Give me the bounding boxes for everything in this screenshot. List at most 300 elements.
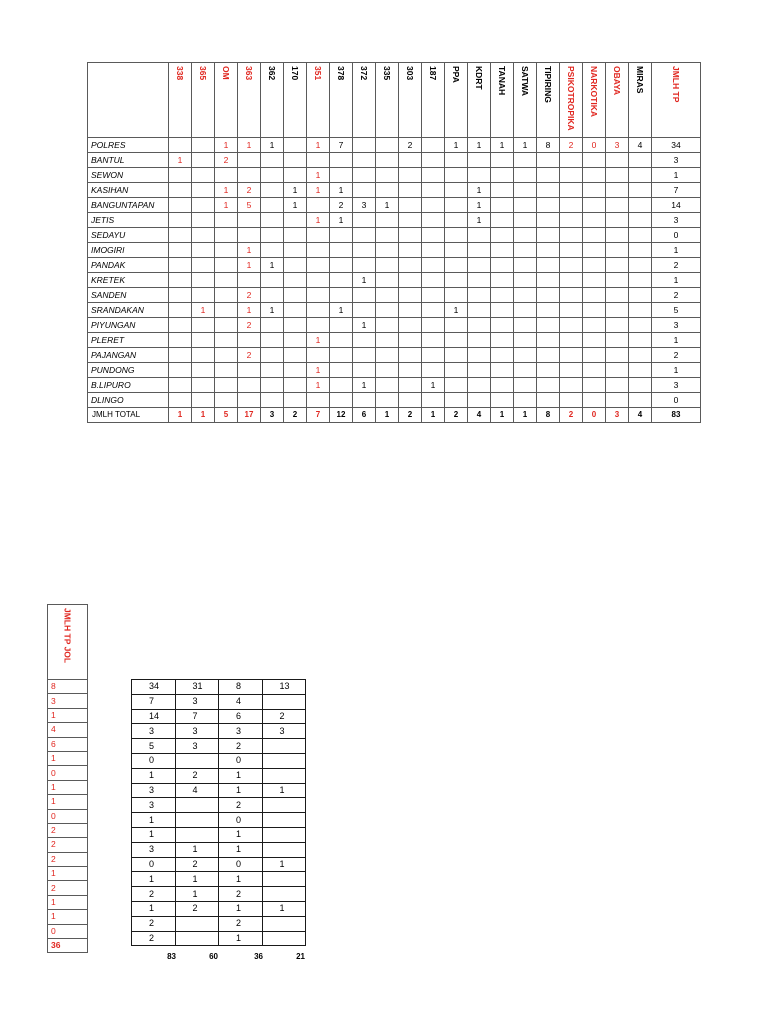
table-cell: 8 — [537, 408, 560, 423]
table-cell — [261, 183, 284, 198]
table-row — [48, 852, 88, 866]
table-cell — [491, 168, 514, 183]
column-header-label: OBAYA — [612, 66, 622, 96]
column-header — [307, 63, 330, 138]
table-cell: 1 — [192, 303, 215, 318]
table-cell — [330, 333, 353, 348]
table-cell — [307, 258, 330, 273]
table-cell: 1 — [284, 198, 307, 213]
row-label: KRETEK — [88, 273, 169, 288]
table-cell — [606, 333, 629, 348]
table-cell: 0 — [219, 813, 263, 828]
table-cell: 2 — [330, 198, 353, 213]
table-cell: 1 — [215, 183, 238, 198]
table-cell — [583, 198, 606, 213]
table-cell — [514, 318, 537, 333]
table-cell: 6 — [353, 408, 376, 423]
table-cell — [169, 318, 192, 333]
table-row — [48, 780, 88, 794]
table-row — [132, 827, 306, 842]
table-row — [88, 318, 701, 333]
table-cell — [192, 138, 215, 153]
table-cell — [307, 348, 330, 363]
table-cell — [629, 378, 652, 393]
table-cell — [262, 827, 306, 842]
table-cell — [307, 228, 330, 243]
table-cell — [422, 138, 445, 153]
table-cell — [376, 273, 399, 288]
table-cell — [262, 768, 306, 783]
table-cell: 7 — [307, 408, 330, 423]
table-cell — [330, 363, 353, 378]
column-header — [192, 63, 215, 138]
table-cell — [514, 303, 537, 318]
table-cell: 17 — [238, 408, 261, 423]
table-cell — [491, 273, 514, 288]
table-cell — [169, 243, 192, 258]
table-cell: 5 — [238, 198, 261, 213]
column-header — [215, 63, 238, 138]
jol-value: 1 — [48, 751, 88, 765]
table-cell: 4 — [468, 408, 491, 423]
table-cell — [399, 288, 422, 303]
table-cell: 2 — [219, 916, 263, 931]
table-cell — [445, 228, 468, 243]
column-header-label: 378 — [336, 66, 346, 81]
table-cell — [192, 318, 215, 333]
column-total: 83 — [167, 952, 176, 961]
row-label: PANDAK — [88, 258, 169, 273]
table-cell — [169, 378, 192, 393]
table-row — [88, 333, 701, 348]
table-cell: 3 — [262, 724, 306, 739]
header-row — [88, 63, 701, 138]
jol-value: 2 — [48, 838, 88, 852]
table-cell — [262, 753, 306, 768]
table-cell — [606, 228, 629, 243]
table-cell — [583, 378, 606, 393]
table-cell — [491, 393, 514, 408]
column-header-label: 338 — [175, 66, 185, 81]
table-cell: 3 — [132, 798, 176, 813]
table-cell — [606, 318, 629, 333]
table-cell — [215, 258, 238, 273]
table-row — [132, 753, 306, 768]
table-cell: 3 — [261, 408, 284, 423]
table-row — [48, 751, 88, 765]
table-cell — [262, 694, 306, 709]
table-cell — [606, 378, 629, 393]
column-header-label: JMLH TP — [671, 66, 681, 103]
table-cell — [629, 168, 652, 183]
table-cell — [422, 258, 445, 273]
table-cell — [514, 288, 537, 303]
table-cell — [468, 273, 491, 288]
table-cell — [514, 213, 537, 228]
table-row — [48, 809, 88, 823]
table-cell — [399, 333, 422, 348]
column-header-label: TANAH — [497, 66, 507, 96]
column-header — [376, 63, 399, 138]
table-cell — [537, 153, 560, 168]
table-cell: 4 — [219, 694, 263, 709]
table-cell: 0 — [132, 857, 176, 872]
table-cell — [399, 258, 422, 273]
table-cell: 1 — [468, 138, 491, 153]
table-row — [132, 887, 306, 902]
table-cell: 1 — [169, 408, 192, 423]
table-cell — [330, 348, 353, 363]
table-cell — [537, 183, 560, 198]
table-cell — [353, 363, 376, 378]
table-row — [132, 813, 306, 828]
table-cell: 1 — [514, 408, 537, 423]
table-cell: 1 — [307, 378, 330, 393]
jol-value: 2 — [48, 823, 88, 837]
table-cell: 1 — [132, 768, 176, 783]
table-cell: 1 — [491, 408, 514, 423]
table-cell — [514, 258, 537, 273]
jol-value: 1 — [48, 910, 88, 924]
table-cell: 1 — [219, 931, 263, 946]
table-cell: 5 — [652, 303, 701, 318]
table-cell: 1 — [132, 872, 176, 887]
column-header — [422, 63, 445, 138]
row-label: POLRES — [88, 138, 169, 153]
table-cell — [262, 842, 306, 857]
table-cell: 1 — [330, 213, 353, 228]
column-header-label: SATWA — [520, 66, 530, 97]
table-cell — [560, 393, 583, 408]
table-cell — [376, 333, 399, 348]
table-cell — [238, 213, 261, 228]
table-cell: 2 — [219, 739, 263, 754]
table-row — [132, 709, 306, 724]
table-cell: 1 — [376, 198, 399, 213]
row-label: SANDEN — [88, 288, 169, 303]
table-cell — [445, 243, 468, 258]
table-row — [132, 872, 306, 887]
table-cell — [422, 363, 445, 378]
table-cell: 1 — [445, 138, 468, 153]
table-cell — [399, 168, 422, 183]
table-cell — [491, 243, 514, 258]
table-cell — [215, 168, 238, 183]
table-cell — [284, 303, 307, 318]
table-cell — [514, 243, 537, 258]
table-cell — [606, 213, 629, 228]
jol-value: 1 — [48, 795, 88, 809]
table-cell — [445, 213, 468, 228]
table-cell: 1 — [353, 273, 376, 288]
table-cell: 1 — [262, 857, 306, 872]
row-label: IMOGIRI — [88, 243, 169, 258]
table-cell — [606, 363, 629, 378]
table-cell — [422, 243, 445, 258]
row-label: PUNDONG — [88, 363, 169, 378]
table-cell — [238, 333, 261, 348]
table-cell — [491, 348, 514, 363]
table-cell: 3 — [175, 694, 219, 709]
table-cell — [284, 273, 307, 288]
column-header-label: 335 — [382, 66, 392, 81]
table-cell — [537, 378, 560, 393]
column-header-label: MIRAS — [635, 66, 645, 94]
table-cell: 1 — [468, 213, 491, 228]
table-row — [88, 393, 701, 408]
row-label: PLERET — [88, 333, 169, 348]
table-cell — [169, 183, 192, 198]
table-cell — [606, 393, 629, 408]
table-cell — [330, 318, 353, 333]
table-cell — [445, 198, 468, 213]
table-cell — [445, 258, 468, 273]
table-cell — [261, 243, 284, 258]
table-cell — [399, 198, 422, 213]
column-header-label: 372 — [359, 66, 369, 81]
table-cell — [606, 183, 629, 198]
table-cell — [468, 333, 491, 348]
table-cell: 1 — [261, 303, 284, 318]
table-cell: 1 — [445, 303, 468, 318]
table-cell — [468, 168, 491, 183]
table-cell: 1 — [262, 783, 306, 798]
table-cell — [422, 288, 445, 303]
table-cell: 1 — [219, 768, 263, 783]
table-cell — [537, 228, 560, 243]
table-cell — [262, 813, 306, 828]
table-cell: 1 — [652, 273, 701, 288]
table-cell — [468, 153, 491, 168]
table-cell — [284, 213, 307, 228]
table-cell — [169, 273, 192, 288]
table-cell — [537, 303, 560, 318]
table-cell — [330, 243, 353, 258]
table-cell — [215, 318, 238, 333]
table-cell: 3 — [132, 783, 176, 798]
table-cell — [261, 198, 284, 213]
table-cell: 0 — [219, 857, 263, 872]
table-cell — [491, 303, 514, 318]
table-cell — [537, 318, 560, 333]
row-label: JETIS — [88, 213, 169, 228]
table-cell — [583, 228, 606, 243]
table-cell — [262, 798, 306, 813]
table-row — [88, 243, 701, 258]
table-cell — [261, 393, 284, 408]
column-header — [445, 63, 468, 138]
table-cell — [629, 363, 652, 378]
table-cell — [445, 393, 468, 408]
table-cell — [261, 363, 284, 378]
table-cell: 1 — [422, 378, 445, 393]
table-cell — [422, 228, 445, 243]
table-cell: 1 — [215, 198, 238, 213]
table-cell — [175, 931, 219, 946]
column-header-label: 187 — [428, 66, 438, 81]
table-cell — [376, 288, 399, 303]
table-row — [88, 273, 701, 288]
table-cell — [537, 168, 560, 183]
table-cell — [192, 288, 215, 303]
table-cell — [376, 213, 399, 228]
table-cell: 1 — [307, 333, 330, 348]
table-cell: 2 — [175, 768, 219, 783]
table-cell — [175, 827, 219, 842]
table-cell: 83 — [652, 408, 701, 423]
table-cell — [353, 333, 376, 348]
table-cell — [422, 273, 445, 288]
row-label: SEWON — [88, 168, 169, 183]
column-header-label: 365 — [198, 66, 208, 81]
table-cell: 1 — [219, 901, 263, 916]
table-cell — [399, 273, 422, 288]
table-cell — [261, 318, 284, 333]
table-cell — [445, 168, 468, 183]
table-cell — [560, 258, 583, 273]
table-cell — [491, 153, 514, 168]
table-cell — [169, 213, 192, 228]
table-cell — [560, 303, 583, 318]
table-row — [48, 910, 88, 924]
table-cell — [606, 273, 629, 288]
table-cell — [261, 273, 284, 288]
table-cell — [583, 303, 606, 318]
jol-value: 4 — [48, 723, 88, 737]
table-cell — [330, 288, 353, 303]
table-row — [48, 924, 88, 938]
table-row — [48, 723, 88, 737]
table-body — [88, 138, 701, 423]
table-cell — [560, 198, 583, 213]
table-row — [88, 198, 701, 213]
table-cell: 7 — [132, 694, 176, 709]
table-cell: 6 — [219, 709, 263, 724]
table-cell — [261, 213, 284, 228]
table-row — [132, 931, 306, 946]
table-cell — [629, 213, 652, 228]
table-cell — [491, 258, 514, 273]
table-cell: 7 — [330, 138, 353, 153]
table-cell — [169, 303, 192, 318]
column-total: 21 — [296, 952, 305, 961]
column-header — [169, 63, 192, 138]
table-cell — [468, 228, 491, 243]
table-cell: 12 — [330, 408, 353, 423]
row-label: PAJANGAN — [88, 348, 169, 363]
table-cell: 2 — [238, 348, 261, 363]
row-label: KASIHAN — [88, 183, 169, 198]
jol-value: 1 — [48, 867, 88, 881]
table-cell — [560, 213, 583, 228]
table-cell — [330, 153, 353, 168]
table-cell — [215, 333, 238, 348]
column-header-label: KDRT — [474, 66, 484, 90]
table-cell — [491, 378, 514, 393]
table-cell — [560, 318, 583, 333]
row-label: SEDAYU — [88, 228, 169, 243]
table-cell — [606, 258, 629, 273]
table-cell: 2 — [652, 258, 701, 273]
table-cell — [629, 243, 652, 258]
table-cell: 1 — [175, 887, 219, 902]
table-cell: 1 — [238, 303, 261, 318]
table-cell: 14 — [652, 198, 701, 213]
table-cell — [399, 318, 422, 333]
column-header-label: TIPIRING — [543, 66, 553, 103]
table-cell — [445, 318, 468, 333]
table-cell: 1 — [468, 183, 491, 198]
table-cell — [629, 288, 652, 303]
row-label: BANGUNTAPAN — [88, 198, 169, 213]
corner-cell — [88, 63, 169, 138]
table-row — [132, 857, 306, 872]
table-cell: 1 — [261, 258, 284, 273]
table-cell: 8 — [537, 138, 560, 153]
table-cell — [215, 378, 238, 393]
jol-value: 1 — [48, 780, 88, 794]
column-header-label: 351 — [313, 66, 323, 81]
table-cell: 4 — [175, 783, 219, 798]
table-cell — [330, 393, 353, 408]
table-cell — [629, 348, 652, 363]
column-header-label: 303 — [405, 66, 415, 81]
table-cell — [262, 739, 306, 754]
table-cell — [629, 393, 652, 408]
table-cell — [606, 168, 629, 183]
table-cell — [606, 243, 629, 258]
table-cell: 1 — [353, 378, 376, 393]
table-cell — [399, 228, 422, 243]
table-cell — [468, 363, 491, 378]
table-cell — [353, 153, 376, 168]
table-cell: 3 — [652, 318, 701, 333]
table-cell — [537, 198, 560, 213]
table-cell — [560, 228, 583, 243]
total-row — [88, 408, 701, 423]
table-cell — [606, 153, 629, 168]
table-cell: 1 — [652, 243, 701, 258]
row-label: DLINGO — [88, 393, 169, 408]
table-cell — [353, 393, 376, 408]
table-cell — [192, 168, 215, 183]
column-header — [560, 63, 583, 138]
column-header-label: PPA — [451, 66, 461, 83]
table-cell — [353, 138, 376, 153]
column-header-label: 363 — [244, 66, 254, 81]
table-cell — [238, 153, 261, 168]
table-cell — [583, 348, 606, 363]
table-cell — [376, 138, 399, 153]
table-cell — [261, 228, 284, 243]
table-cell — [629, 258, 652, 273]
table-cell — [215, 243, 238, 258]
table-row — [88, 258, 701, 273]
jol-value: 0 — [48, 809, 88, 823]
table-cell — [192, 348, 215, 363]
table-cell — [422, 303, 445, 318]
table-cell: 5 — [132, 739, 176, 754]
table-cell — [192, 228, 215, 243]
table-cell: 1 — [353, 318, 376, 333]
table-cell — [560, 333, 583, 348]
table-cell — [560, 168, 583, 183]
table-cell — [376, 378, 399, 393]
table-cell — [606, 348, 629, 363]
table-cell — [537, 243, 560, 258]
table-cell: 2 — [399, 408, 422, 423]
table-cell — [353, 168, 376, 183]
